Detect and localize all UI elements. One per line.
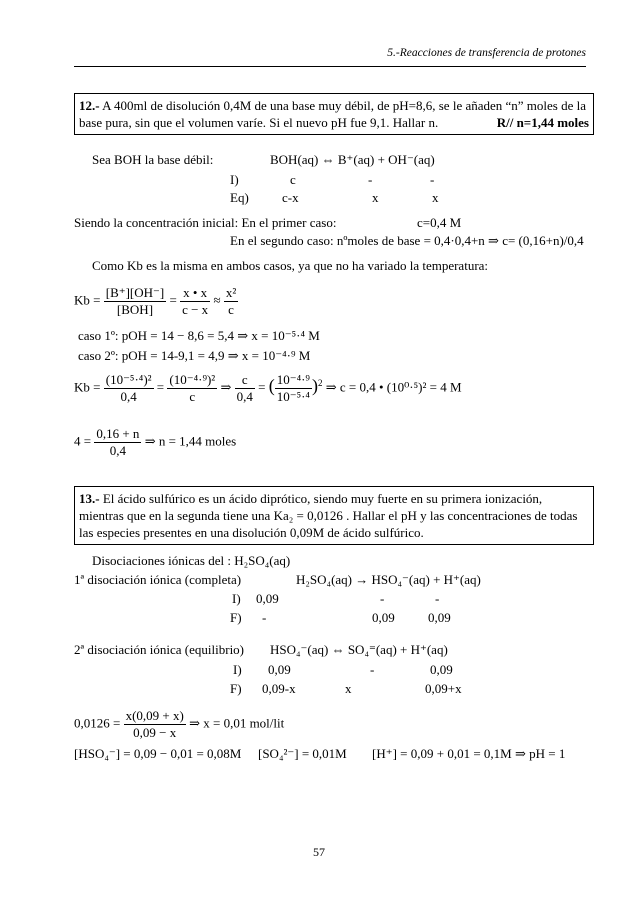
n-equation [74,426,236,459]
kb-numerator-2: x • x [180,285,210,302]
p12-row-initial-b: - [368,172,373,187]
p12-sentence-3: En el segundo caso: nºmoles de base = 0,4·0,4+n ⇒ c= (0,16+n)/0,4 [230,233,584,248]
kb-numerator-1: [B⁺][OH⁻] [105,285,165,300]
conc-so4: [SO₄²⁻] = 0,01M [258,746,347,761]
kb-expression: Kb = $\frac{[B^+][OH^-]}{\text{[BOH]}}$ = $\frac{x • x}{c - x}$ ≈ $\frac{\text{x²}}{c}$ [74,285,237,317]
problem-13-text: El ácido sulfúrico es un ácido diprótico, siendo muy fuerte en su primera ionización, mientras que en la segunda tiene una Ka₂ = 0,0126 . Hallar el pH y las concentraciones de todas las especies presentes en una disolución 0,09M de ácido sulfúrico. [79,491,578,540]
chain-den-3: 0,4 [236,389,253,404]
d2-initial-h: 0,09 [430,662,453,677]
chain-num-3: c [235,372,255,389]
ka2-den: 0,09 − x [133,725,177,740]
p12-case-1: caso 1º: pOH = 14 − 8,6 = 5,4 ⇒ x = 10⁻⁵·⁴ M [78,328,320,343]
d2-initial-so4: - [370,662,375,677]
kb-fraction-3 [224,285,238,318]
p12-row-initial-oh: - [430,172,435,187]
chain-num-4: 10⁻⁴·⁹ [276,372,310,387]
n-eq-result: ⇒ n = 1,44 moles [144,433,237,449]
ka2-result: ⇒ x = 0,01 mol/lit [189,715,285,731]
d1-initial-label: I) [232,591,241,606]
p12-sentence-4: Como Kb es la misma en ambos casos, ya que no ha variado la temperatura: [92,258,489,273]
header-rule [74,66,586,67]
ka2-fraction [124,708,186,741]
chain-den-4: 10⁻⁵·⁴ [276,389,310,404]
kb-fraction-1 [104,285,167,318]
ka2-equation [74,708,284,741]
p12-first-case-value: c=0,4 M [417,215,462,230]
kb-lhs: Kb = [74,292,101,308]
chain-fraction-3 [235,372,255,405]
p13-second-dissociation-eq: HSO₄⁻(aq) ⇔ SO₄⁼(aq) + H⁺(aq) [270,642,448,657]
p13-second-dissociation-label: 2ª disociación iónica (equilibrio) [74,642,245,657]
problem-12-text: A 400ml de disolución 0,4M de una base muy débil, de pH=8,6, se le añaden “n” moles de la base pura, sin que el volumen varíe. Si el nuevo pH fue 9,1. Hallar n. [79,98,587,130]
d1-initial-h: - [435,591,440,606]
d2-final-h: 0,09+x [425,681,462,696]
ka2-num: x(0,09 + x) [125,708,184,723]
kb-denominator-3: c [228,302,234,317]
n-eq-fraction [94,426,141,459]
p12-equilibrium: BOH(aq) ⇔ B⁺(aq) + OH⁻(aq) [270,152,435,167]
chain-den-1: 0,4 [120,389,137,404]
chain-fraction-2 [167,372,217,405]
p12-row-eq-oh: x [432,190,439,205]
conc-hso4: [HSO₄⁻] = 0,09 − 0,01 = 0,08M [74,746,242,761]
p12-row-eq-label: Eq) [230,190,249,205]
kb-fraction-2 [180,285,210,318]
page-number: 57 [313,845,325,859]
p12-row-initial-c: c [290,172,296,187]
d2-final-so4: x [345,681,352,696]
problem-12-number: 12.- [79,98,100,113]
kb-equality-chain: Kb = $\frac{\text{(10⁻⁵·⁴)²}}{0,4}$ = $\frac{\text{(10⁻⁴·⁹)²}}{c}$ ⇒ $\frac{c}{0,4}$ = ( $\frac{\text{10⁻⁴·⁹}}{\text{10⁻⁵·⁴}}$ )$^2$ ⇒ c = 0,4 • (10⁰·⁵)² = 4 M [74,372,462,404]
running-header: 5.-Reacciones de transferencia de protones [387,47,586,59]
d2-final-label: F) [230,681,242,696]
chain-fraction-1 [104,372,154,405]
p13-first-dissociation-eq: H₂SO₄(aq) → HSO₄⁻(aq) + H⁺(aq) [296,572,481,587]
kb-numerator-3: x² [225,285,237,300]
d1-initial-hso4: - [380,591,385,606]
n-eq-lhs: 4 = [74,433,92,449]
d1-final-acid: - [262,610,267,625]
p12-row-eq-c: c-x [282,190,299,205]
chain-fraction-4 [275,372,312,405]
d2-final-hso4: 0,09-x [262,681,296,696]
d1-initial-acid: 0,09 [256,591,279,606]
n-eq-num: 0,16 + n [96,426,140,441]
d1-final-label: F) [230,610,242,625]
p12-case-2: caso 2º: pOH = 14-9,1 = 4,9 ⇒ x = 10⁻⁴·⁹ M [78,348,311,363]
chain-num-2: (10⁻⁴·⁹)² [169,372,216,387]
chain-den-2: c [189,389,196,404]
problem-13-number: 13.- [79,491,100,506]
kb-denominator-1: [BOH] [116,302,154,317]
problem-12-box [74,93,594,135]
d1-final-hso4: 0,09 [372,610,395,625]
chain-num-1: (10⁻⁵·⁴)² [105,372,152,387]
n-eq-den: 0,4 [109,443,127,458]
d2-initial-label: I) [233,662,242,677]
p12-sentence-2: Siendo la concentración inicial: En el primer caso: [74,215,337,230]
p12-row-initial-label: I) [230,172,239,187]
chain-lhs: Kb = [74,379,101,395]
conc-h-ph: [H⁺] = 0,09 + 0,01 = 0,1M ⇒ pH = 1 [372,746,566,761]
chain-result: ⇒ c = 0,4 • (10⁰·⁵)² = 4 M [325,379,462,395]
problem-13-box [74,486,594,545]
p12-row-eq-b: x [372,190,379,205]
ka2-lhs: 0,0126 = [74,715,121,731]
problem-12-answer: R// n=1,44 moles [496,115,589,130]
p13-dissociations-title: Disociaciones iónicas del : H₂SO₄(aq) [92,553,291,568]
p12-sentence-1: Sea BOH la base débil: [92,152,214,167]
d2-initial-hso4: 0,09 [268,662,291,677]
p13-first-dissociation-label: 1ª disociación iónica (completa) [74,572,242,587]
d1-final-h: 0,09 [428,610,451,625]
kb-denominator-2: c − x [182,302,209,317]
